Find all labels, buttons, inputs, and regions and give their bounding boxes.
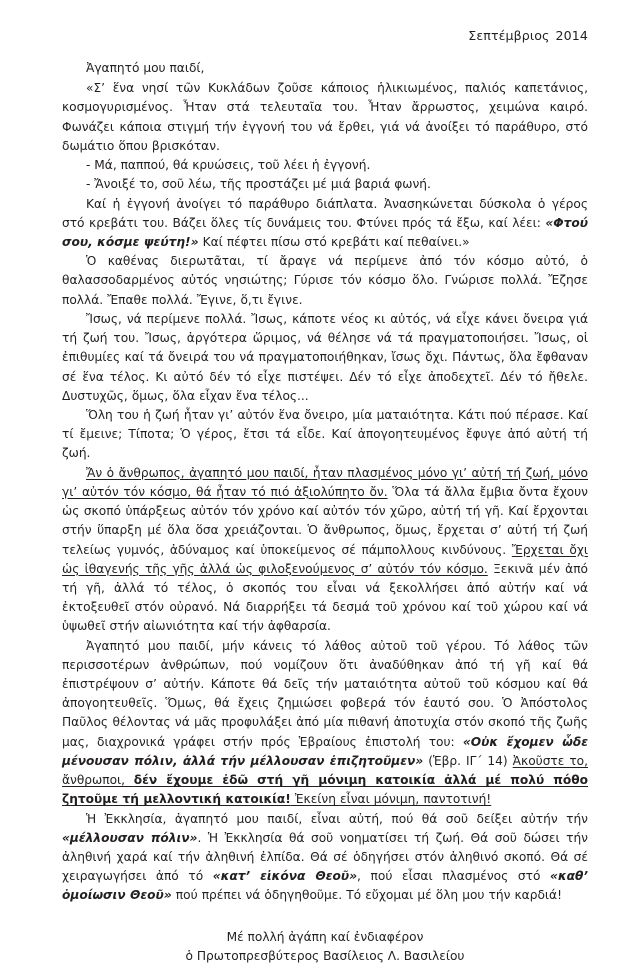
underlined-statement-created-only-for-this-life: Ἄν ὁ ἄνθρωπος, ἀγαπητό μου παιδί, ἦταν πλασμένος μόνο γι’ αὐτή τή ζωή, μόνο γι’ αὐτόν τόν κόσμο, θά ἦταν τό πιό ἀξιολύπητο ὄν. xyxy=(62,465,588,499)
paragraph-life-as-dream: Ὅλη του ἡ ζωή ἦταν γι’ αὐτόν ἕνα ὄνειρο, μία ματαιότητα. Κάτι πού πέρασε. Καί τί ἔμεινε; Τίποτα; Ὁ γέρος, ἔτσι τά εἶδε. Καί ἀπογοητευμένος ἔφυγε ἀπό αὐτή τή ζωή. xyxy=(62,407,588,461)
emphasis-future-city: «μέλλουσαν πόλιν» xyxy=(62,830,198,845)
window-scene-text-before: Καί ἡ ἐγγονή ἀνοίγει τό παράθυρο διάπλατα. Ἀνασηκώνεται δύσκολα ὁ γέρος στό κρεβάτι του. Βάζει ὅλες τίς δυνάμεις του. Φτύνει πρός τά ἔξω, καί λέει: xyxy=(62,196,588,230)
paragraph-story-opening xyxy=(62,79,588,156)
scripture-reference: (Ἑβρ. ΙΓ´ 14) xyxy=(423,753,513,768)
salutation: Ἀγαπητό μου παιδί, xyxy=(86,61,205,75)
human-purpose-text-end: Ξεκινᾶ μέν ἀπό τή γῆ, ἀλλά τό τέλος, ὁ σκοπός του εἶναι νά ξεκολλήσει ἀπό αὐτήν καί νά ἐκτοξευθεῖ στόν οὐρανό. Νά διαρρήξει τά δεσμά τοῦ χρόνου καί τοῦ χώρου καί νά ὑψωθεῖ στήν αἰωνιότητα καί τήν ἀφθαρσία. xyxy=(62,561,588,634)
church-text-part2: . Ἡ Ἐκκλησία θά σοῦ νοηματίσει τή ζωή. Θά σοῦ δώσει τήν ἀληθινή χαρά καί τήν ἀληθινή ἐλπίδα. Θά σέ ὁδηγήσει στόν ἀληθινό σκοπό. Θά σέ χειραγωγήσει ἀπό τό xyxy=(62,830,588,884)
paragraph-apostle-paul-warning xyxy=(62,637,588,810)
dialogue-line-grandfather: - Ἄνοιξέ το, σοῦ λέω, τῆς προστάζει μέ μιά βαριά φωνή. xyxy=(86,177,431,192)
date-header xyxy=(62,28,588,43)
emphasis-image-of-god: «κατ’ εἰκόνα Θεοῦ» xyxy=(212,869,358,884)
emphasis-likeness-of-god: «καθ’ ὁμοίωσιν Θεοῦ» xyxy=(62,869,588,903)
underlined-statement-guest-in-world: Ἔρχεται ὄχι ὡς ἰθαγενής τῆς γῆς ἀλλά ὡς φιλοξενούμενος σ’ αὐτόν τόν κόσμο. xyxy=(62,542,588,576)
dialogue-line-granddaughter: - Μά, παππού, θά κρυώσεις, τοῦ λέει ἡ ἐγγονή. xyxy=(86,158,371,173)
church-text-part1: Ἡ Ἐκκλησία, ἀγαπητό μου παιδί, εἶναι αὐτή, πού θά σοῦ δείξει αὐτήν τήν xyxy=(86,811,588,826)
warning-text-intro: Ἀγαπητό μου παιδί, μήν κάνεις τό λάθος αὐτοῦ τοῦ γέρου. Τό λάθος τῶν περισσοτέρων ἀνθρώπων, πού νομίζουν ὅτι ἀναδύθηκαν ἀπό τή γῆ καί θά ἐπιστρέψουν σ’ αὐτήν. Κάποτε θά δεῖς τήν ματαιότητα αὐτοῦ τοῦ κόσμου καί θά ἀπογοητευθεῖς. Ὅμως, θά ἔχεις ζημιώσει φοβερά τόν ἑαυτό σου. Ὁ Ἀπόστολος Παῦλος θέλοντας νά μᾶς προφυλάξει ἀπό μία πιθανή ἀποτυχία στόν σκοπό τῆς ζωῆς μας, διαχρονικά γράφει στήν πρός Ἑβραίους ἐπιστολή του: xyxy=(62,638,588,749)
bold-underlined-call-to-action: δέν ἔχουμε ἐδῶ στή γῆ μόνιμη κατοικία ἀλλά μέ πολύ πόθο ζητοῦμε τή μελλοντική κατοικία! xyxy=(62,773,589,807)
underlined-call-ending: Ἐκείνη εἶναι μόνιμη, παντοτινή! xyxy=(290,792,492,807)
signature-author-name: ὁ Πρωτοπρεσβύτερος Βασίλειος Λ. Βασιλείου xyxy=(185,949,465,964)
paragraph-human-purpose xyxy=(62,464,588,637)
paragraph-reflection-question: Ὁ καθένας διερωτᾶται, τί ἄραγε νά περίμενε ἀπό τόν κόσμο αὐτό, ὁ θαλασσοδαρμένος αὐτός νησιώτης; Γύρισε τόν κόσμο ὅλο. Γνώρισε πολλά. Ἔζησε πολλά. Ἔπαθε πολλά. Ἔγινε, ὅ,τι ἔγινε. xyxy=(62,254,588,307)
paragraph-church-guidance xyxy=(62,810,588,906)
emphasis-curse-quote: «Φτού σου, κόσμε ψεύτη!» xyxy=(62,215,588,250)
header-year: 2014 xyxy=(555,28,588,43)
signature-block xyxy=(62,928,588,967)
story-opening-text: «Σ’ ἕνα νησί τῶν Κυκλάδων ζοῦσε κάποιος ἡλικιωμένος, παλιός καπετάνιος, κοσμογυρισμένος. Ἦταν στά τελευταῖα του. Ἦταν ἄρρωστος, χειμώνα καιρό. Φωνάζει κάποια στιγμή τήν ἐγγονή του νά ἔρθει, γιά νά ἀνοίξει τό παράθυρο, στό δωμάτιο ὅπου βρισκόταν. xyxy=(62,81,588,153)
window-scene-text-after: Καί πέφτει πίσω στό κρεβάτι καί πεθαίνει.» xyxy=(198,235,470,250)
paragraph-perhaps-dreams: Ἴσως, νά περίμενε πολλά. Ἴσως, κάποτε νέος κι αὐτός, νά εἶχε κάνει ὄνειρα γιά τή ζωή του. Ἴσως, ἀργότερα ὥριμος, νά θέλησε νά τά πραγματοποιήσει. Ἴσως, οἱ ἐπιθυμίες καί τά ὄνειρά του νά πραγματοποιήθηκαν, ἴσως ὄχι. Πάντως, ὅλα ἔφθαναν σέ ἕνα τέλος. Κι αὐτό δέν τό εἶχε πιστέψει. Δέν τό εἶχε ἀποδεχτεῖ. Δέν τό ἤθελε. Δυστυχῶς, ὅμως, ὅλα εἶχαν ἕνα τέλος... xyxy=(62,311,588,403)
underlined-call-intro: Ἀκοῦστε το, ἄνθρωποι, xyxy=(62,753,588,788)
paragraph-window-scene xyxy=(62,195,588,253)
church-text-part3: , πού εἶσαι πλασμένος στό xyxy=(357,869,551,884)
signature-closing: Μέ πολλή ἀγάπη καί ἐνδιαφέρον xyxy=(226,929,424,944)
header-month: Σεπτέμβριος xyxy=(468,28,550,43)
scripture-quote-hebrews: «Οὐκ ἔχομεν ὧδε μένουσαν πόλιν, ἀλλά τήν μέλλουσαν ἐπιζητοῦμεν» xyxy=(62,734,588,768)
human-purpose-text-middle: Ὅλα τά ἄλλα ἔμβια ὄντα ἔχουν ὡς σκοπό ὑπάρξεως αὐτόν τόν χρόνο καί αὐτόν τόν χῶρο, αὐτή τή γῆ. Καί ἔρχονται στήν ὕπαρξη μέ ὅλα ὅσα χρειάζονται. Ὁ ἄνθρωπος, ὅμως, ἔρχεται σ’ αὐτή τή ζωή τελείως γυμνός, ἀδύναμος καί ὑποκείμενος σέ πάμπολλους κινδύνους. xyxy=(62,484,588,557)
church-text-part4: πού πρέπει νά ὁδηγηθοῦμε. Τό εὔχομαι μέ ὅλη μου τήν καρδιά! xyxy=(171,888,562,903)
